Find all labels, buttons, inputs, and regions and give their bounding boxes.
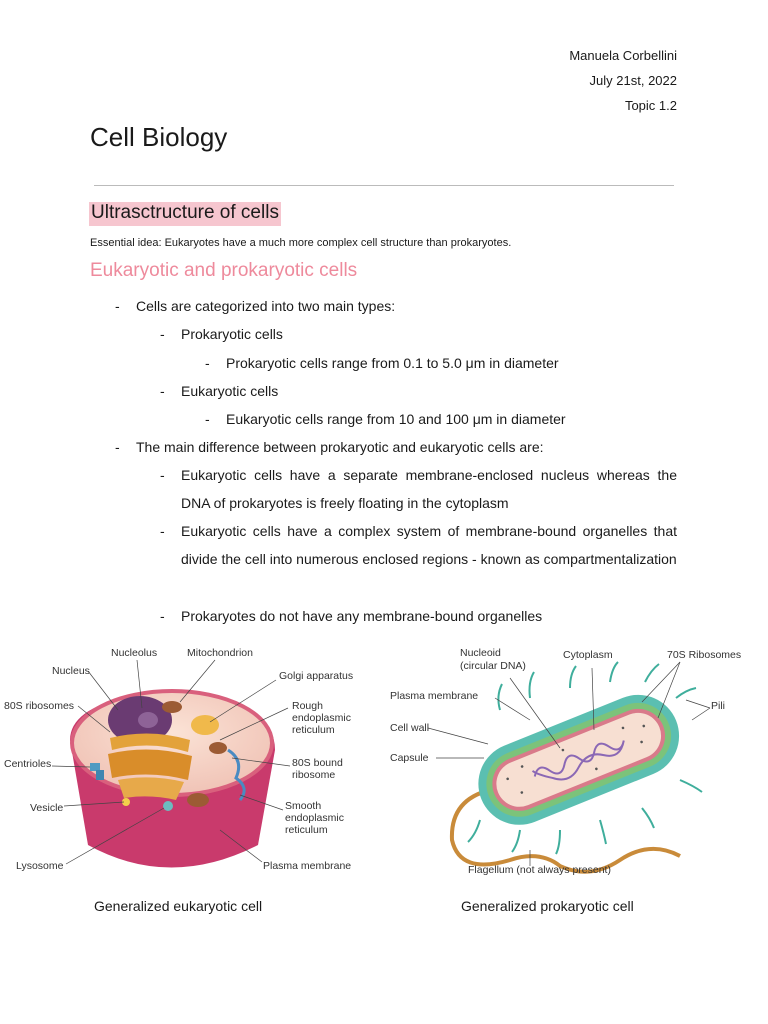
- bullet-text: Eukaryotic cells have a complex system of membrane-bound organelles that divide the cell into numerous enclosed regions - known as compartmentalization: [181, 523, 677, 567]
- bullet-dash: -: [115, 298, 120, 314]
- bullet-dash: -: [205, 355, 210, 371]
- bullet-text: Prokaryotic cells range from 0.1 to 5.0 μm in diameter: [226, 355, 559, 371]
- prokaryotic-cell-illustration: [380, 640, 768, 890]
- label-pili: Pili: [711, 700, 726, 712]
- label-capsule: Capsule: [390, 752, 429, 764]
- bullet-text: Prokaryotes do not have any membrane-bound organelles: [181, 608, 543, 624]
- bullet-item: [205, 405, 675, 433]
- mitochondrion-shape: [187, 793, 209, 807]
- label-plasma-membrane: Plasma membrane: [263, 860, 352, 872]
- label-flagellum: Flagellum (not always present): [468, 864, 611, 876]
- caption-eukaryotic: Generalized eukaryotic cell: [94, 898, 263, 914]
- bullet-item: [115, 292, 675, 320]
- bullet-text: Cells are categorized into two main types:: [136, 298, 396, 314]
- label-cytoplasm: Cytoplasm: [563, 649, 613, 661]
- centriole-shape: [96, 770, 104, 780]
- label-centrioles: Centrioles: [4, 758, 52, 770]
- divider: [94, 185, 674, 186]
- mitochondrion-shape: [162, 701, 182, 713]
- nucleolus-shape: [138, 712, 158, 728]
- label-plasma-membrane-prok: Plasma membrane: [390, 690, 479, 702]
- label-80s-ribosomes: 80S ribosomes: [4, 700, 75, 712]
- lysosome-shape: [163, 801, 173, 811]
- bullet-dash: -: [160, 608, 165, 624]
- bullet-item: [160, 461, 677, 517]
- golgi-apparatus-shape: [191, 715, 219, 735]
- bullet-text: Eukaryotic cells: [181, 383, 279, 399]
- bullet-item: [115, 433, 675, 461]
- bullet-item: [160, 517, 677, 573]
- bullet-dash: -: [160, 467, 165, 483]
- label-nucleolus: Nucleolus: [111, 647, 158, 659]
- mitochondrion-shape: [209, 742, 227, 754]
- page-title: Cell Biology: [90, 122, 228, 152]
- bullet-text: Eukaryotic cells range from 10 and 100 μm in diameter: [226, 411, 566, 427]
- label-rough-er: Rough endoplasmic reticulum: [292, 700, 351, 736]
- topic-number: Topic 1.2: [624, 98, 677, 113]
- label-nucleus: Nucleus: [52, 665, 90, 677]
- label-mitochondrion: Mitochondrion: [187, 647, 253, 659]
- label-smooth-er: Smooth endoplasmic reticulum: [285, 800, 344, 836]
- label-nucleoid: Nucleoid (circular DNA): [460, 647, 526, 672]
- label-70s-ribosomes: 70S Ribosomes: [667, 649, 742, 661]
- document-date: July 21st, 2022: [589, 73, 677, 88]
- bullet-dash: -: [205, 411, 210, 427]
- bullet-dash: -: [160, 326, 165, 342]
- bullet-text: Eukaryotic cells have a separate membrane-enclosed nucleus whereas the DNA of prokaryotes is freely floating in the cytoplasm: [181, 467, 677, 511]
- bullet-text: Prokaryotic cells: [181, 326, 283, 342]
- centriole-shape: [90, 763, 100, 771]
- label-80s-bound-ribosome: 80S bound ribosome: [292, 757, 343, 781]
- caption-prokaryotic: Generalized prokaryotic cell: [461, 898, 634, 914]
- label-vesicle: Vesicle: [30, 802, 64, 814]
- bullet-dash: -: [160, 383, 165, 399]
- subheading: Eukaryotic and prokaryotic cells: [90, 260, 358, 281]
- author-name: Manuela Corbellini: [569, 48, 677, 63]
- bullet-item: [205, 349, 675, 377]
- bullet-dash: -: [160, 523, 165, 539]
- essential-idea: Essential idea: Eukaryotes have a much more complex cell structure than prokaryotes.: [90, 237, 512, 249]
- label-lysosome: Lysosome: [16, 860, 64, 872]
- bullet-text: The main difference between prokaryotic and eukaryotic cells are:: [136, 439, 544, 455]
- bullet-item: [160, 320, 675, 348]
- bullet-item: [160, 602, 675, 630]
- bullet-dash: -: [115, 439, 120, 455]
- label-cell-wall: Cell wall: [390, 722, 430, 734]
- label-golgi: Golgi apparatus: [279, 670, 354, 682]
- section-heading: Ultrasctructure of cells: [89, 202, 281, 226]
- bullet-item: [160, 377, 675, 405]
